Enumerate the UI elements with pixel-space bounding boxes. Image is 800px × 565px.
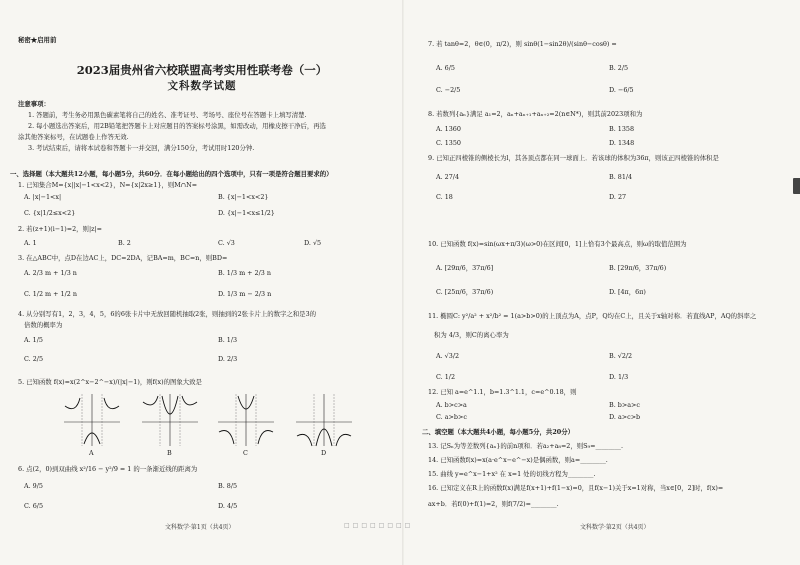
q3-option-c: C. 1/2 m + 1/2 n (24, 290, 77, 298)
q7-option-c: C. −2/5 (436, 86, 461, 94)
q16-cont: ax+b．若f(0)+f(1)=2，则f(7/2)=________. (428, 500, 559, 508)
note-2-cont: 涂其他答案标号，在试题卷上作答无效. (18, 133, 129, 141)
q9-option-a: A. 27/4 (436, 173, 460, 181)
q4-option-b: B. 1/3 (218, 336, 238, 344)
exam-subtitle: 文科数学试题 (167, 80, 237, 92)
q4-option-d: D. 2/3 (218, 355, 238, 363)
q3-option-b: B. 1/3 m + 2/3 n (218, 269, 271, 277)
q8-option-a: A. 1360 (436, 125, 461, 133)
q4-option-a: A. 1/5 (24, 336, 43, 344)
q12-stem: 12. 已知 a=e^1.1，b=1.3^1.1，c=e^0.18，则 (428, 388, 577, 396)
q5-graph-c (216, 392, 276, 448)
q2-stem: 2. 若(z+1)(i−1)=2，则|z|= (18, 225, 102, 233)
q9-option-d: D. 27 (609, 193, 627, 201)
q7-option-d: D. −6/5 (609, 86, 634, 94)
q5-graph-b (140, 392, 200, 448)
q11-stem: 11. 椭圆C: y²/a² + x²/b² = 1(a>b>0)的上顶点为A，点P，Q均在C上，且关于x轴对称．若直线AP，AQ的斜率之 (428, 312, 757, 320)
q2-option-a: A. 1 (24, 239, 37, 247)
q8-option-b: B. 1358 (609, 125, 635, 133)
q11-option-a: A. √3/2 (436, 352, 460, 360)
note-2: 2. 每小题选出答案后，用2B铅笔把答题卡上对应题目的答案标号涂黑，如需改动，用橡皮擦干净后，再选 (28, 122, 327, 130)
q6-option-a: A. 9/5 (24, 482, 43, 490)
q7-option-b: B. 2/5 (609, 64, 629, 72)
secret-label: 秘密★启用前 (18, 36, 57, 44)
q14: 14. 已知函数f(x)=x(a·e^x−e^−x)是偶函数，则a=________. (428, 456, 608, 464)
section-1-heading: 一、选择题（本大题共12小题，每小题5分，共60分．在每小题给出的四个选项中，只有一项是符合题目要求的） (10, 170, 333, 178)
q10-option-b: B. [29π/6，37π/6) (609, 264, 667, 272)
q9-option-c: C. 18 (436, 193, 453, 201)
q1-option-c: C. {x|1/2≤x<2} (24, 209, 76, 217)
q11-option-c: C. 1/2 (436, 373, 456, 381)
q6-option-c: C. 6/5 (24, 502, 44, 510)
q11-option-d: D. 1/3 (609, 373, 629, 381)
q15: 15. 曲线 y=e^x−1+x² 在 x=1 处的切线方程为________. (428, 470, 596, 478)
footer-page-1: 文科数学·第1页（共4页） (165, 524, 235, 531)
notes-heading: 注意事项： (18, 100, 50, 108)
q9-stem: 9. 已知正四棱锥的侧棱长为l，其各顶点都在同一球面上．若该球的体积为36π，则该正四棱锥的体积是 (428, 154, 719, 162)
q8-option-d: D. 1348 (609, 139, 635, 147)
q2-option-c: C. √3 (218, 239, 235, 247)
exam-title: 2023届贵州省六校联盟高考实用性联考卷（一） (76, 63, 328, 77)
q7-stem: 7. 若 tanθ=2，θ∈(0，π/2)，则 sinθ(1−sin2θ)/(sinθ−cosθ) = (428, 40, 617, 48)
q11-stem-cont: 积为 4/3，则C的离心率为 (434, 331, 509, 339)
q11-option-b: B. √2/2 (609, 352, 633, 360)
q5-graph-d (294, 392, 354, 448)
q3-option-d: D. 1/3 m − 2/3 n (218, 290, 272, 298)
note-3: 3. 考试结束后，请将本试卷和答题卡一并交回，满分150分，考试用时120分钟. (28, 144, 255, 152)
q4-stem: 4. 从分别写有1，2，3，4，5，6的6张卡片中无放回随机抽取2张，则抽到的2张卡片上的数字之和是3的 (18, 310, 317, 318)
q3-option-a: A. 2/3 m + 1/3 n (24, 269, 77, 277)
q10-option-d: D. [4π，6π) (609, 288, 646, 296)
q3-stem: 3. 在△ABC中，点D在边AC上，DC=2DA，记BA=m，BC=n，则BD= (18, 254, 228, 262)
section-2-heading: 二、填空题（本大题共4小题，每小题5分，共20分） (422, 428, 574, 436)
q7-option-a: A. 6/5 (436, 64, 455, 72)
q10-stem: 10. 已知函数 f(x)=sin(ωx+π/3)(ω>0)在区间[0，1]上恰有3个最高点，则ω的取值范围为 (428, 240, 687, 248)
q10-option-c: C. [25π/6，37π/6) (436, 288, 494, 296)
q8-stem: 8. 若数列{aₙ}满足 a₁=2，aₙ+aₙ₊₁+aₙ₊₂=2(n∈N*)，则其前2023项和为 (428, 110, 643, 118)
q12-option-a: A. b>c>a (436, 401, 467, 409)
q5-label-c: C (243, 449, 248, 457)
q1-option-d: D. {x|−1<x≤1/2} (218, 209, 275, 217)
q9-option-b: B. 81/4 (609, 173, 633, 181)
q5-label-a: A (89, 449, 94, 457)
q4-stem-cont: 倍数的概率为 (24, 321, 63, 329)
side-tab (793, 178, 800, 194)
right-page (404, 0, 800, 565)
q12-option-b: B. b>a>c (609, 401, 640, 409)
q2-option-b: B. 2 (118, 239, 131, 247)
q1-option-a: A. |x|−1<x| (24, 193, 62, 201)
q5-label-d: D (321, 449, 327, 457)
q1-option-b: B. {x|−1<x<2} (218, 193, 269, 201)
q4-option-c: C. 2/5 (24, 355, 44, 363)
q12-option-c: C. a>b>c (436, 413, 467, 421)
q2-option-d: D. √5 (304, 239, 322, 247)
q6-option-b: B. 8/5 (218, 482, 238, 490)
q8-option-c: C. 1350 (436, 139, 461, 147)
q13: 13. 记Sₙ为等差数列{aₙ}的前n项和．若a₂+a₈=2，则S₉=________. (428, 442, 624, 450)
q6-stem: 6. 点(2，0)到双曲线 x²/16 − y²/9 = 1 的一条渐近线的距离为 (18, 465, 198, 473)
q16: 16. 已知定义在R上的函数f(x)满足f(x+1)+f(1−x)=0，且f(x−1)关于x=1对称，当x∈[0，2]时，f(x)= (428, 484, 724, 492)
q12-option-d: D. a>c>b (609, 413, 641, 421)
q10-option-a: A. [29π/6，37π/6] (436, 264, 494, 272)
q5-graph-a (62, 392, 122, 448)
q5-stem: 5. 已知函数 f(x)=x(2^x−2^−x)/(|x|−1)，则f(x)的图象大致是 (18, 378, 202, 386)
q1-stem: 1. 已知集合M={x||x|−1<x<2}，N={x|2x≥1}，则M∩N= (18, 181, 198, 189)
note-1: 1. 答题前，考生务必用黑色碳素笔将自己的姓名、准考证号、考场号、座位号在答题卡上填写清楚. (28, 111, 307, 119)
footer-page-2: 文科数学·第2页（共4页） (580, 524, 650, 531)
page-dots: □□□□□□□□ (344, 522, 414, 529)
q5-label-b: B (167, 449, 172, 457)
q6-option-d: D. 4/5 (218, 502, 238, 510)
